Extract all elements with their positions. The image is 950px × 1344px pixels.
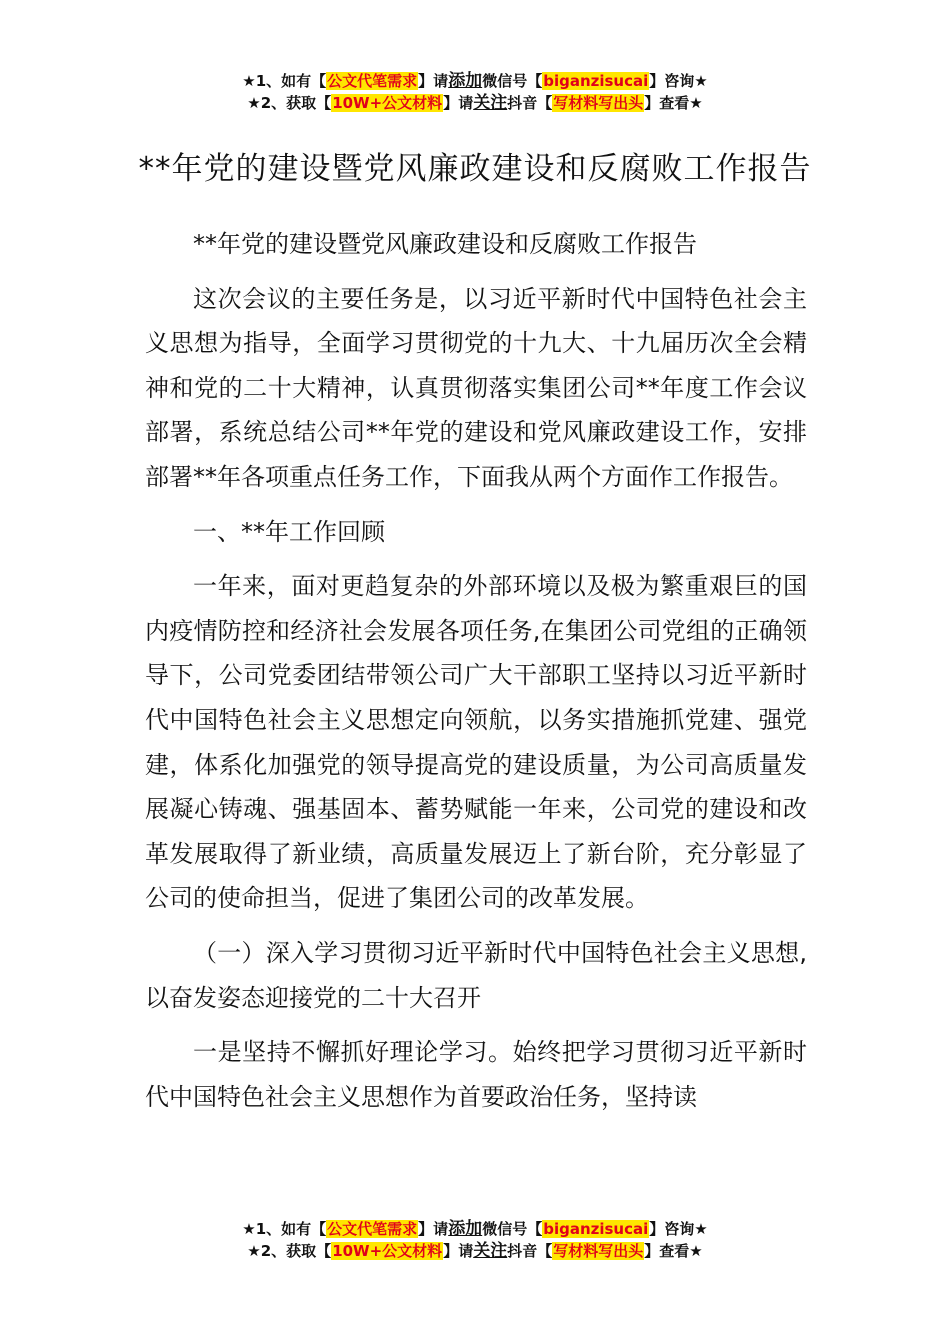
highlight-wechat-id: biganzisucai <box>543 72 649 90</box>
promo-banner-bottom <box>0 1218 950 1262</box>
subsection-heading-1: （一）深入学习贯彻习近平新时代中国特色社会主义思想,以奋发姿态迎接党的二十大召开 <box>145 938 807 1012</box>
highlight-wechat-id: biganzisucai <box>543 1220 649 1238</box>
paragraph-overview: 一年来，面对更趋复杂的外部环境以及极为繁重艰巨的国内疫情防控和经济社会发展各项任务,在集团公司党组的正确领导下，公司党委团结带领公司广大干部职工坚持以习近平新时代中国特色社会主义思想定向领航，以务实措施抓党建、强党建，体系化加强党的领导提高党的建设质量，为公司高质量发展凝心铸魂、强基固本、蓄势赋能一年来，公司党的建设和改革发展取得了新业绩，高质量发展迈上了新台阶，充分彰显了公司的使命担当，促进了集团公司的改革发展。 <box>145 572 807 913</box>
paragraph-intro: 这次会议的主要任务是，以习近平新时代中国特色社会主义思想为指导，全面学习贯彻党的十九大、十九届历次全会精神和党的二十大精神，认真贯彻落实集团公司**年度工作会议部署，系统总结公司**年党的建设和党风廉政建设工作，安排部署**年各项重点任务工作，下面我从两个方面作工作报告。 <box>145 284 807 491</box>
promo-line-2: ★2、获取【10W+公文材料】请关注抖音【写材料写出头】查看★ <box>247 93 703 113</box>
highlight-materials: 10W+公文材料 <box>332 94 443 112</box>
document-body <box>145 222 807 1119</box>
promo-banner-top <box>0 70 950 114</box>
highlight-ghostwriting: 公文代笔需求 <box>327 72 418 90</box>
highlight-materials: 10W+公文材料 <box>332 1242 443 1260</box>
promo-line-1: ★1、如有【公文代笔需求】请添加微信号【biganzisucai】咨询★ <box>242 1219 708 1239</box>
highlight-douyin: 写材料写出头 <box>553 94 644 112</box>
paragraph-theory-study: 一是坚持不懈抓好理论学习。始终把学习贯彻习近平新时代中国特色社会主义思想作为首要政治任务，坚持读 <box>145 1038 807 1111</box>
document-title: **年党的建设暨党风廉政建设和反腐败工作报告 <box>138 150 812 187</box>
promo-line-1: ★1、如有【公文代笔需求】请添加微信号【biganzisucai】咨询★ <box>242 71 708 91</box>
promo-line-2: ★2、获取【10W+公文材料】请关注抖音【写材料写出头】查看★ <box>247 1241 703 1261</box>
highlight-ghostwriting: 公文代笔需求 <box>327 1220 418 1238</box>
section-heading-review: 一、**年工作回顾 <box>193 517 385 546</box>
highlight-douyin: 写材料写出头 <box>553 1242 644 1260</box>
document-subtitle: **年党的建设暨党风廉政建设和反腐败工作报告 <box>193 230 697 258</box>
